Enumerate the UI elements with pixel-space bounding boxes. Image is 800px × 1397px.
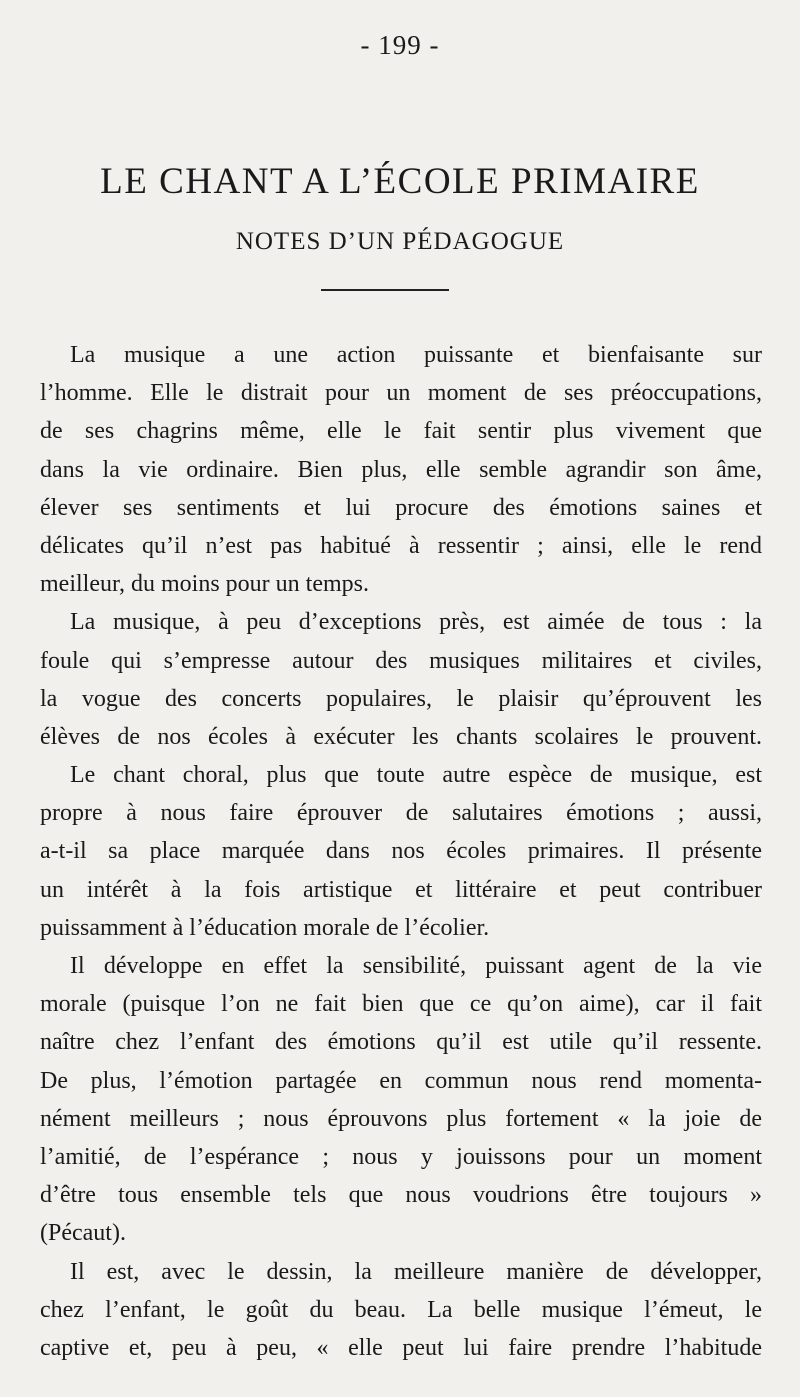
text-line: l’amitié, de l’espérance ; nous y jouissons pour un moment [40,1143,762,1170]
text-line: Il développe en effet la sensibilité, puissant agent de la vie [70,953,762,979]
text-line: morale (puisque l’on ne fait bien que ce qu’on aime), car il fait [40,991,762,1018]
text-line: de ses chagrins même, elle le fait sentir plus vivement que [40,418,762,445]
text-line: élèves de nos écoles à exécuter les chants scolaires le prouvent. [40,723,762,750]
text-line: puissamment à l’éducation morale de l’écolier. [40,914,490,941]
text-line: foule qui s’empresse autour des musiques militaires et civiles, [40,647,762,674]
text-line: un intérêt à la fois artistique et littéraire et peut contribuer [40,876,762,903]
text-line: élever ses sentiments et lui procure des émotions saines et [40,494,762,521]
text-line: Il est, avec le dessin, la meilleure manière de développer, [70,1258,762,1285]
text-line: Le chant choral, plus que toute autre espèce de musique, est [70,762,762,789]
text-line: délicates qu’il n’est pas habitué à ressentir ; ainsi, elle le rend [40,532,762,559]
text-line: chez l’enfant, le goût du beau. La belle musique l’émeut, le [40,1296,762,1323]
text-line: a-t-il sa place marquée dans nos écoles primaires. Il présente [40,838,762,865]
text-line: La musique, à peu d’exceptions près, est aimée de tous : la [70,609,762,636]
title-divider-rule [321,289,449,291]
text-line: d’être tous ensemble tels que nous voudrions être toujours » [40,1182,762,1209]
text-line: De plus, l’émotion partagée en commun nous rend momenta- [40,1067,762,1094]
text-line: dans la vie ordinaire. Bien plus, elle semble agrandir son âme, [40,456,762,483]
body-text [40,336,762,1367]
text-line: captive et, peu à peu, « elle peut lui faire prendre l’habitude [40,1334,762,1361]
text-line: La musique a une action puissante et bienfaisante sur [70,342,762,368]
text-line: meilleur, du moins pour un temps. [40,571,370,598]
text-line: naître chez l’enfant des émotions qu’il est utile qu’il ressente. [40,1029,762,1056]
text-line: (Pécaut). [40,1220,126,1247]
text-line: l’homme. Elle le distrait pour un moment de ses préoccupations, [40,380,762,407]
page-number: - 199 - [360,30,440,60]
text-line: nément meilleurs ; nous éprouvons plus fortement « la joie de [40,1105,762,1132]
chapter-title: LE CHANT A L’ÉCOLE PRIMAIRE [100,161,700,202]
chapter-subtitle: NOTES D’UN PÉDAGOGUE [235,228,565,255]
text-line: propre à nous faire éprouver de salutaires émotions ; aussi, [40,800,762,827]
text-line: la vogue des concerts populaires, le plaisir qu’éprouvent les [40,685,762,712]
